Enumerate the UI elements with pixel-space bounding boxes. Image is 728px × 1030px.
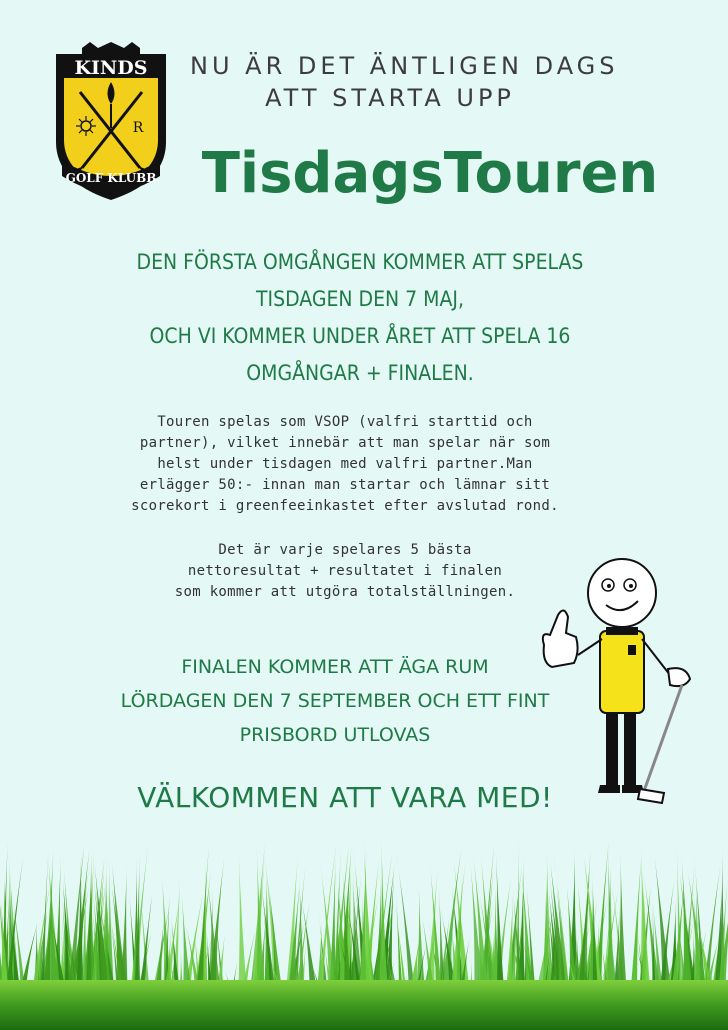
logo-emblem-letter: R: [132, 120, 144, 136]
finale-line-1: FINALEN KOMMER ATT ÄGA RUM: [181, 656, 489, 678]
logo-top-text: KINDS: [74, 57, 148, 79]
scoring-paragraph: [120, 540, 570, 603]
page-title: TisdagsTouren: [201, 141, 659, 206]
headline-line-3: OCH VI KOMMER UNDER ÅRET ATT SPELA 16: [149, 324, 571, 348]
rules-line-5: scorekort i greenfeeinkastet efter avslutad rond.: [131, 498, 559, 514]
welcome-text: VÄLKOMMEN ATT VARA MED!: [137, 781, 553, 814]
intro-heading: [190, 50, 619, 114]
finale-line-3: PRISBORD UTLOVAS: [239, 724, 431, 746]
logo-bottom-text: GOLF KLUBB: [65, 171, 157, 185]
grass-border-icon: [0, 830, 728, 1030]
rules-line-1: Touren spelas som VSOP (valfri starttid och: [157, 414, 533, 430]
headline-line-4: OMGÅNGAR + FINALEN.: [246, 361, 474, 385]
scoring-line-3: som kommer att utgöra totalställningen.: [174, 584, 516, 600]
intro-line-1: NU ÄR DET ÄNTLIGEN DAGS: [190, 52, 619, 80]
rules-line-2: partner), vilket innebär att man spelar när som: [139, 435, 551, 451]
scoring-line-2: nettoresultat + resultatet i finalen: [187, 563, 503, 579]
golf-ball-mascot-icon: [530, 555, 710, 815]
kinds-golfklubb-logo: [52, 42, 170, 202]
rules-paragraph: [120, 412, 570, 517]
intro-line-2: ATT STARTA UPP: [265, 84, 515, 112]
rules-line-3: helst under tisdagen med valfri partner.Man: [157, 456, 533, 472]
finale-line-2: LÖRDAGEN DEN 7 SEPTEMBER OCH ETT FINT: [120, 690, 550, 712]
headline-line-1: DEN FÖRSTA OMGÅNGEN KOMMER ATT SPELAS: [136, 250, 584, 274]
headline-block: [60, 244, 660, 392]
finale-block: [110, 650, 560, 752]
headline-line-2: TISDAGEN DEN 7 MAJ,: [256, 287, 464, 311]
rules-line-4: erlägger 50:- innan man startar och lämnar sitt: [139, 477, 551, 493]
scoring-line-1: Det är varje spelares 5 bästa: [218, 542, 472, 558]
